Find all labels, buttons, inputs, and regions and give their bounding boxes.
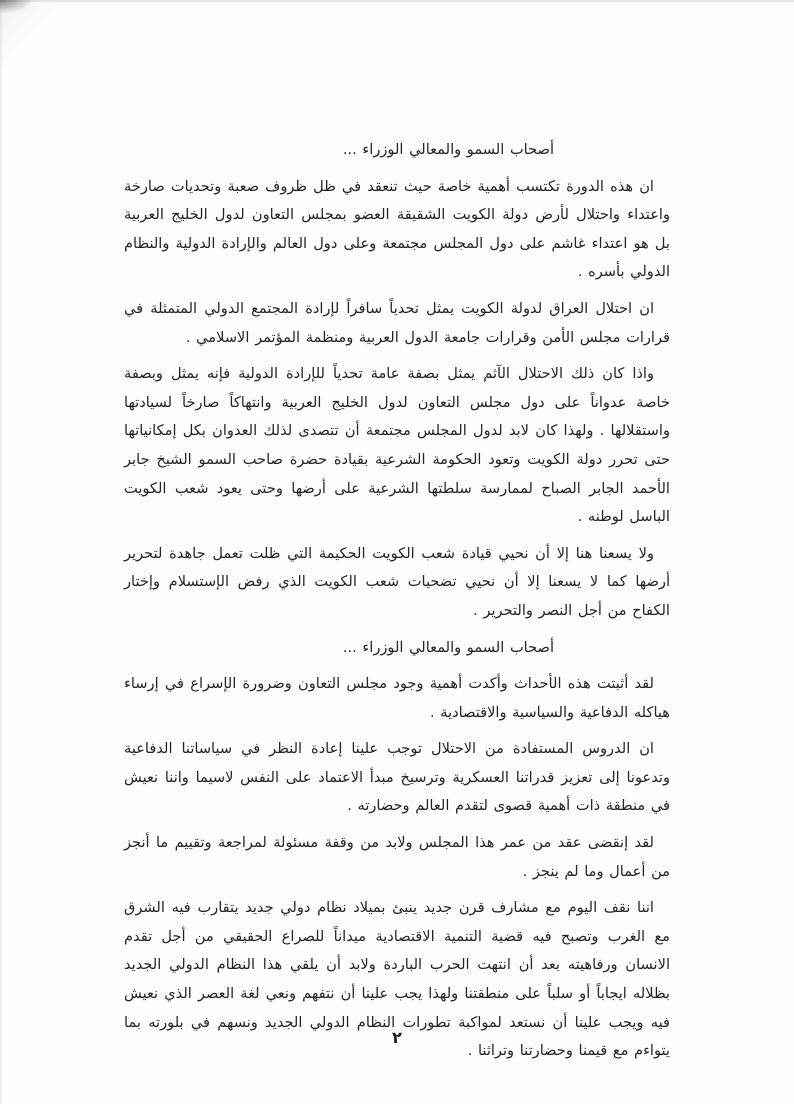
paragraph: ان احتلال العراق لدولة الكويت يمثل تحدياً سافراً لإرادة المجتمع الدولي المتمثلة في قرارات مجلس الأمن وقرارات جامعة الدول العربية ومنظمة المؤتمر الاسلامي .	[124, 299, 670, 346]
paragraph: ان هذه الدورة تكتسب أهمية خاصة حيث تنعقد في ظل ظروف صعبة وتحديات صارخة واعتداء واحتلال لأرض دولة الكويت الشقيقة العضو بمجلس التعاون لدول الخليج العربية بل هو اعتداء غاشم على دول المجلس مجتمعة وعلى دول العالم والإرادة الدولية والنظام الدولي بأسره .	[124, 177, 670, 281]
paragraph: اننا نقف اليوم مع مشارف قرن جديد ينبئ بميلاد نظام دولي جديد يتقارب فيه الشرق مع الغرب وتصبح فيه قضية التنمية الاقتصادية ميداناً للصراع الحقيقي من أجل تقدم الانسان ورفاهيته بعد أن انتهت الحرب الباردة ولابد أن يلقي هذا النظام الدولي الجديد بظلاله ايجاباً أو سلباً على منطقتنا ولهذا يجب علينا أن نتفهم ونعي لغة العصر الذي نعيش فيه ويجب علينا أن نستعد لمواكبة تطورات النظام الدولي الجديد ونسهم في بلورته بما يتواءم مع قيمنا وحضارتنا وتراثنا .	[124, 899, 670, 1060]
paragraph: ولا يسعنا هنا إلا أن نحيي قيادة شعب الكويت الحكيمة التي ظلت تعمل جاهدة لتحرير أرضها كما لا يسعنا إلا أن نحيي تضحيات شعب الكويت الذي رفض الإستسلام وإختار الكفاح من أجل النصر والتحرير .	[124, 544, 670, 619]
paragraph: لقد إنقضى عقد من عمر هذا المجلس ولابد من وقفة مسئولة لمراجعة وتقييم ما أنجز من أعمال وما لم ينجز .	[124, 834, 670, 880]
paragraph: لقد أثبتت هذه الأحداث وأكدت أهمية وجود مجلس التعاون وضرورة الإسراع في إرساء هياكله الدفاعية والسياسية والاقتصادية .	[124, 675, 670, 721]
salutation-line: أصحاب السمو والمعالي الوزراء ...	[342, 141, 554, 158]
scan-corner-artifact	[0, 0, 34, 14]
paragraph: ان الدروس المستفادة من الاحتلال توجب علينا إعادة النظر في سياساتنا الدفاعية وتدعونا إلى تعزيز قدراتنا العسكرية وترسيخ مبدأ الاعتماد على النفس لاسيما واننا نعيش في منطقة ذات أهمية قصوى لتقدم العالم وحضارته .	[124, 740, 670, 815]
scan-edge-artifact	[0, 0, 794, 2]
salutation-line: أصحاب السمو والمعالي الوزراء ...	[342, 638, 554, 656]
page-number: ٢	[392, 1028, 402, 1047]
scan-edge-artifact	[0, 0, 3, 1104]
document-body-text	[124, 136, 670, 1074]
paragraph: واذا كان ذلك الاحتلال الآثم يمثل بصفة عامة تحدياً للإرادة الدولية فإنه يمثل وبصفة خاصة عدواناً على دول مجلس التعاون لدول الخليج العربية وانتهاكاً صارخاً لسيادتها واستقلالها . ولهذا كان لابد لدول المجلس مجتمعة أن تتصدى لذلك العدوان بكل إمكانياتها حتى تحرر دولة الكويت وتعود الحكومة الشرعية بقيادة حضرة صاحب السمو الشيخ جابر الأحمد الجابر الصباح لممارسة سلطتها الشرعية على أرضها وحتى يعود شعب الكويت الباسل لوطنه .	[124, 365, 670, 526]
